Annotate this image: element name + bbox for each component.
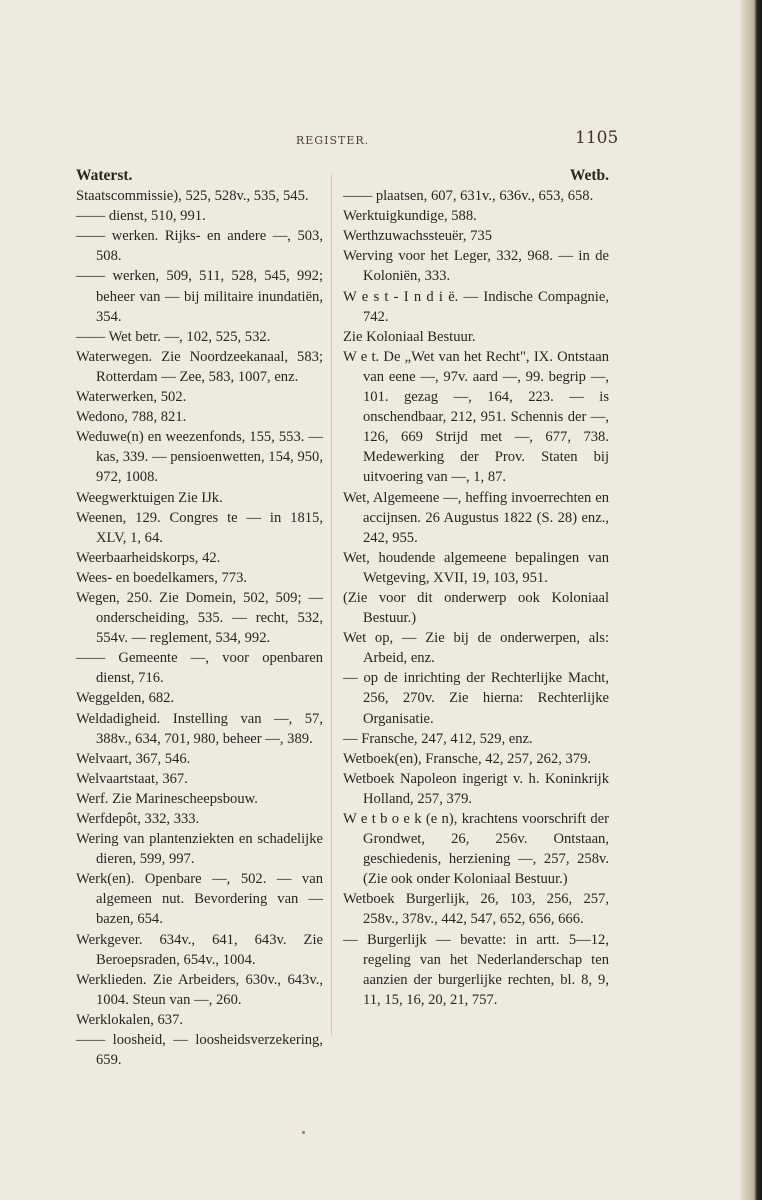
index-entry: Wees- en boedelkamers, 773. [76, 569, 248, 586]
index-entry: Welvaart, 367, 546. [76, 750, 191, 767]
index-entry: Wetboek Burgerlijk, 26, 103, 256, 257, 258v., 378v., 442, 547, 652, 656, 666. [343, 891, 609, 928]
index-entry: Weegwerktuigen Zie IJk. [76, 489, 223, 506]
index-entry: Wetboek(en), Fransche, 42, 257, 262, 379. [343, 750, 592, 767]
index-entry: Werktuigkundige, 588. [343, 208, 477, 225]
index-entry: Weerbaarheidskorps, 42. [76, 549, 221, 566]
right-catchword: Wetb. [569, 167, 609, 184]
index-entry: Werklieden. Zie Arbeiders, 630v., 643v., 1004. Steun van —, 260. [76, 971, 323, 1008]
left-column [76, 166, 323, 1070]
index-entry: — Burgerlijk — bevatte: in artt. 5—12, regeling van het Nederlanderschap ten aanzien der burgerlijke rechten, bl. 8, 9, 11, 15, 16, 20, 21, 757. [343, 931, 609, 1008]
index-entry: —— Gemeente —, voor openbaren dienst, 716. [76, 650, 323, 687]
index-entry: — Fransche, 247, 412, 529, enz. [343, 730, 533, 747]
index-entry: W e t. De „Wet van het Recht", IX. Ontstaan van eene —, 97v. aard —, 99. begrip —, 101. gezag —, 164, 223. — is onschendbaar, 212, 951. Schennis der —, 126, 669 Strijd met —, 677, 738. Medewerking der Prov. Staten bij uitvoering van —, 1, 87. [343, 348, 609, 486]
index-entry: Werving voor het Leger, 332, 968. — in de Koloniën, 333. [343, 248, 609, 285]
page-header [0, 128, 740, 152]
index-entry: —— plaatsen, 607, 631v., 636v., 653, 658. [343, 188, 594, 205]
index-entry: Waterwerken, 502. [76, 389, 187, 406]
page-edge [740, 0, 762, 1200]
index-entry: Weduwe(n) en weezenfonds, 155, 553. — kas, 339. — pensioenwetten, 154, 950, 972, 1008. [76, 429, 323, 486]
index-entry: Wet, houdende algemeene bepalingen van Wetgeving, XVII, 19, 103, 951. [343, 549, 609, 586]
index-entry: Wet, Algemeene —, heffing invoerrechten en accijnsen. 26 Augustus 1822 (S. 28) enz., 242, 955. [343, 489, 609, 546]
index-entry: Zie Koloniaal Bestuur. [343, 328, 476, 345]
index-entry: Staatscommissie), 525, 528v., 535, 545. [76, 188, 309, 205]
index-entry: Werfdepôt, 332, 333. [76, 811, 200, 827]
left-catchword: Waterst. [76, 167, 133, 184]
index-entry: Weenen, 129. Congres te — in 1815, XLV, 1, 64. [76, 509, 323, 546]
index-entry: —— loosheid, — loosheidsverzekering, 659. [76, 1032, 323, 1069]
index-entry: —— werken, 509, 511, 528, 545, 992; beheer van — bij militaire inundatiën, 354. [76, 268, 323, 325]
index-entry: Weggelden, 682. [76, 690, 175, 707]
page-number: 1105 [575, 128, 619, 148]
index-entry: Werklokalen, 637. [76, 1011, 184, 1028]
index-entry: — op de inrichting der Rechterlijke Macht, 256, 270v. Zie hierna: Rechterlijke Organisatie. [343, 670, 609, 727]
index-entry: Waterwegen. Zie Noordzeekanaal, 583; Rotterdam — Zee, 583, 1007, enz. [76, 348, 323, 385]
ink-speck [302, 1131, 305, 1134]
index-entry: Werkgever. 634v., 641, 643v. Zie Beroepsraden, 654v., 1004. [76, 931, 323, 968]
running-title: REGISTER. [296, 134, 370, 147]
index-entry: Wet op, — Zie bij de onderwerpen, als: Arbeid, enz. [343, 630, 609, 667]
index-entry: Wedono, 788, 821. [76, 409, 187, 426]
index-entry: —— dienst, 510, 991. [76, 208, 206, 225]
index-entry: W e s t - I n d i ë. — Indische Compagnie, 742. [343, 288, 609, 325]
index-entry: Wegen, 250. Zie Domein, 502, 509; — onderscheiding, 535. — recht, 532, 554v. — reglement, 534, 992. [76, 589, 323, 647]
index-entry: —— werken. Rijks- en andere —, 503, 508. [76, 228, 323, 265]
right-entries [343, 186, 609, 1010]
index-entry: Werk(en). Openbare —, 502. — van algemeen nut. Bevordering van —bazen, 654. [76, 871, 323, 928]
index-entry: W e t b o e k (e n), krachtens voorschrift der Grondwet, 26, 256v. Ontstaan, geschiedenis, herziening —, 257, 258v. (Zie ook onder Koloniaal Bestuur.) [343, 811, 609, 888]
left-entries [76, 186, 323, 1070]
index-entry: Wetboek Napoleon ingerigt v. h. Koninkrijk Holland, 257, 379. [343, 770, 609, 807]
index-entry: Werthzuwachssteuër, 735 [343, 228, 492, 245]
index-entry: (Zie voor dit onderwerp ook Koloniaal Bestuur.) [343, 589, 609, 627]
index-entry: Welvaartstaat, 367. [76, 770, 188, 787]
index-entry: —— Wet betr. —, 102, 525, 532. [76, 328, 271, 345]
index-entry: Weldadigheid. Instelling van —, 57, 388v., 634, 701, 980, beheer —, 389. [76, 710, 323, 747]
column-divider [331, 175, 332, 1035]
index-entry: Werf. Zie Marinescheepsbouw. [76, 790, 258, 807]
index-entry: Wering van plantenziekten en schadelijke dieren, 599, 997. [76, 831, 323, 868]
right-column [343, 166, 609, 1010]
